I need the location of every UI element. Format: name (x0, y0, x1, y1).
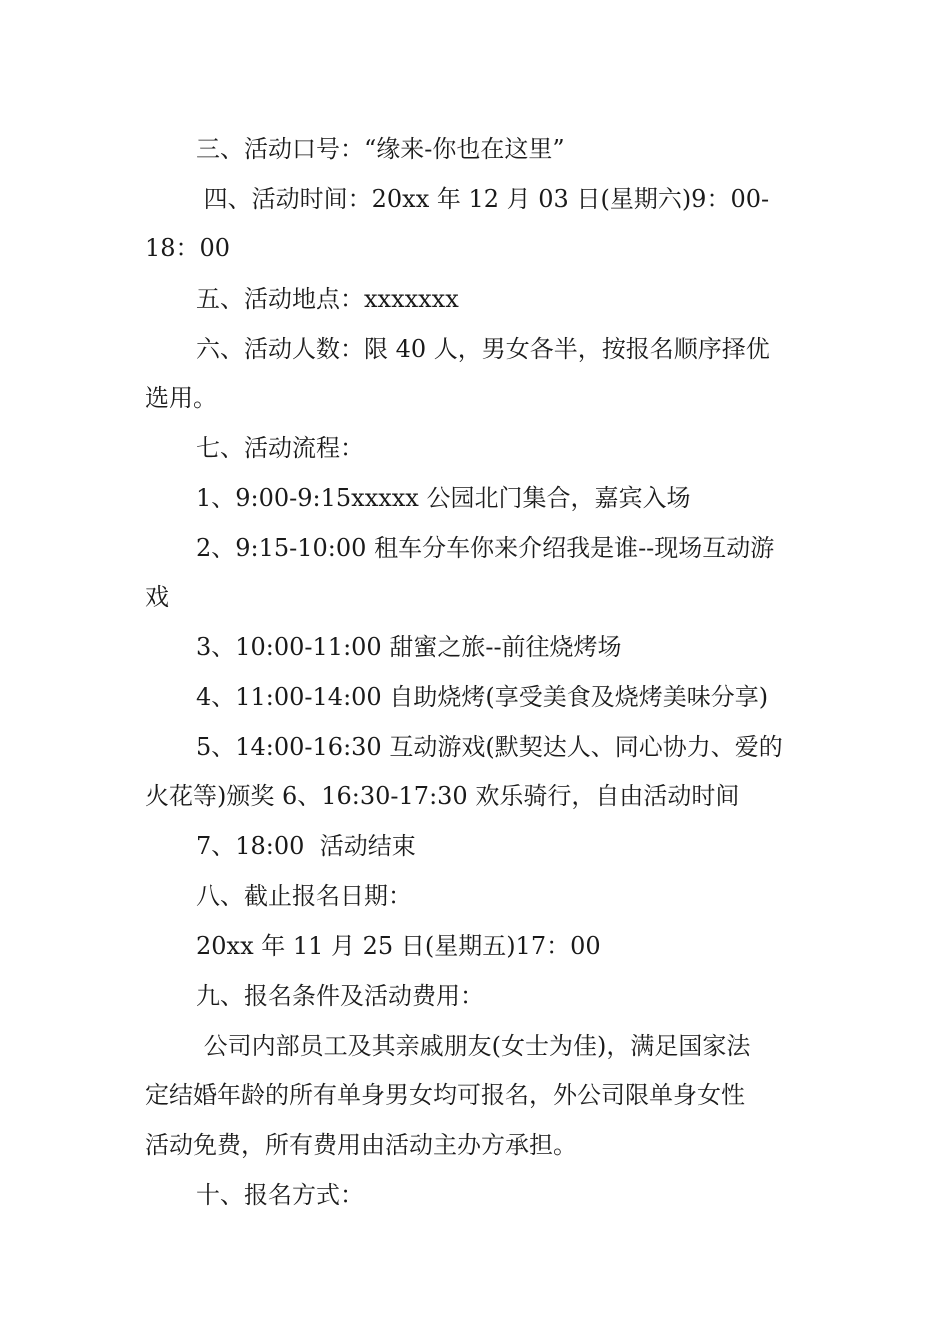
slogan-line: 三、活动口号：“缘来-你也在这里” (196, 135, 565, 163)
location-line: 五、活动地点：xxxxxxx (196, 285, 459, 313)
process-step-2: 2、9:15-10:00 租车分车你来介绍我是谁--现场互动游 (196, 534, 775, 562)
process-step-1: 1、9:00-9:15xxxxx 公园北门集合，嘉宾入场 (196, 484, 691, 512)
headcount-line: 六、活动人数：限 40 人，男女各半，按报名顺序择优 (196, 335, 770, 363)
conditions-heading: 九、报名条件及活动费用： (196, 982, 484, 1010)
conditions-para-2: 定结婚年龄的所有单身男女均可报名，外公司限单身女性 (145, 1081, 745, 1109)
conditions-para-3: 活动免费，所有费用由活动主办方承担。 (145, 1131, 577, 1159)
process-step-2-cont: 戏 (145, 583, 169, 611)
process-heading: 七、活动流程： (196, 434, 364, 462)
process-step-5-cont: 火花等)颁奖 6、16:30-17:30 欢乐骑行，自由活动时间 (145, 782, 740, 810)
deadline-heading: 八、截止报名日期： (196, 882, 412, 910)
conditions-para-1: 公司内部员工及其亲戚朋友(女士为佳)，满足国家法 (196, 1032, 751, 1060)
process-step-4: 4、11:00-14:00 自助烧烤(享受美食及烧烤美味分享) (196, 683, 769, 711)
headcount-line-cont: 选用。 (145, 384, 217, 412)
time-line: 四、活动时间：20xx 年 12 月 03 日(星期六)9：00- (196, 185, 770, 213)
time-line-cont: 18：00 (145, 234, 231, 262)
process-step-5: 5、14:00-16:30 互动游戏(默契达人、同心协力、爱的 (196, 733, 783, 761)
signup-method-heading: 十、报名方式： (196, 1181, 364, 1209)
deadline-date: 20xx 年 11 月 25 日(星期五)17：00 (196, 932, 601, 960)
process-step-3: 3、10:00-11:00 甜蜜之旅--前往烧烤场 (196, 633, 622, 661)
process-step-7: 7、18:00 活动结束 (196, 832, 416, 860)
